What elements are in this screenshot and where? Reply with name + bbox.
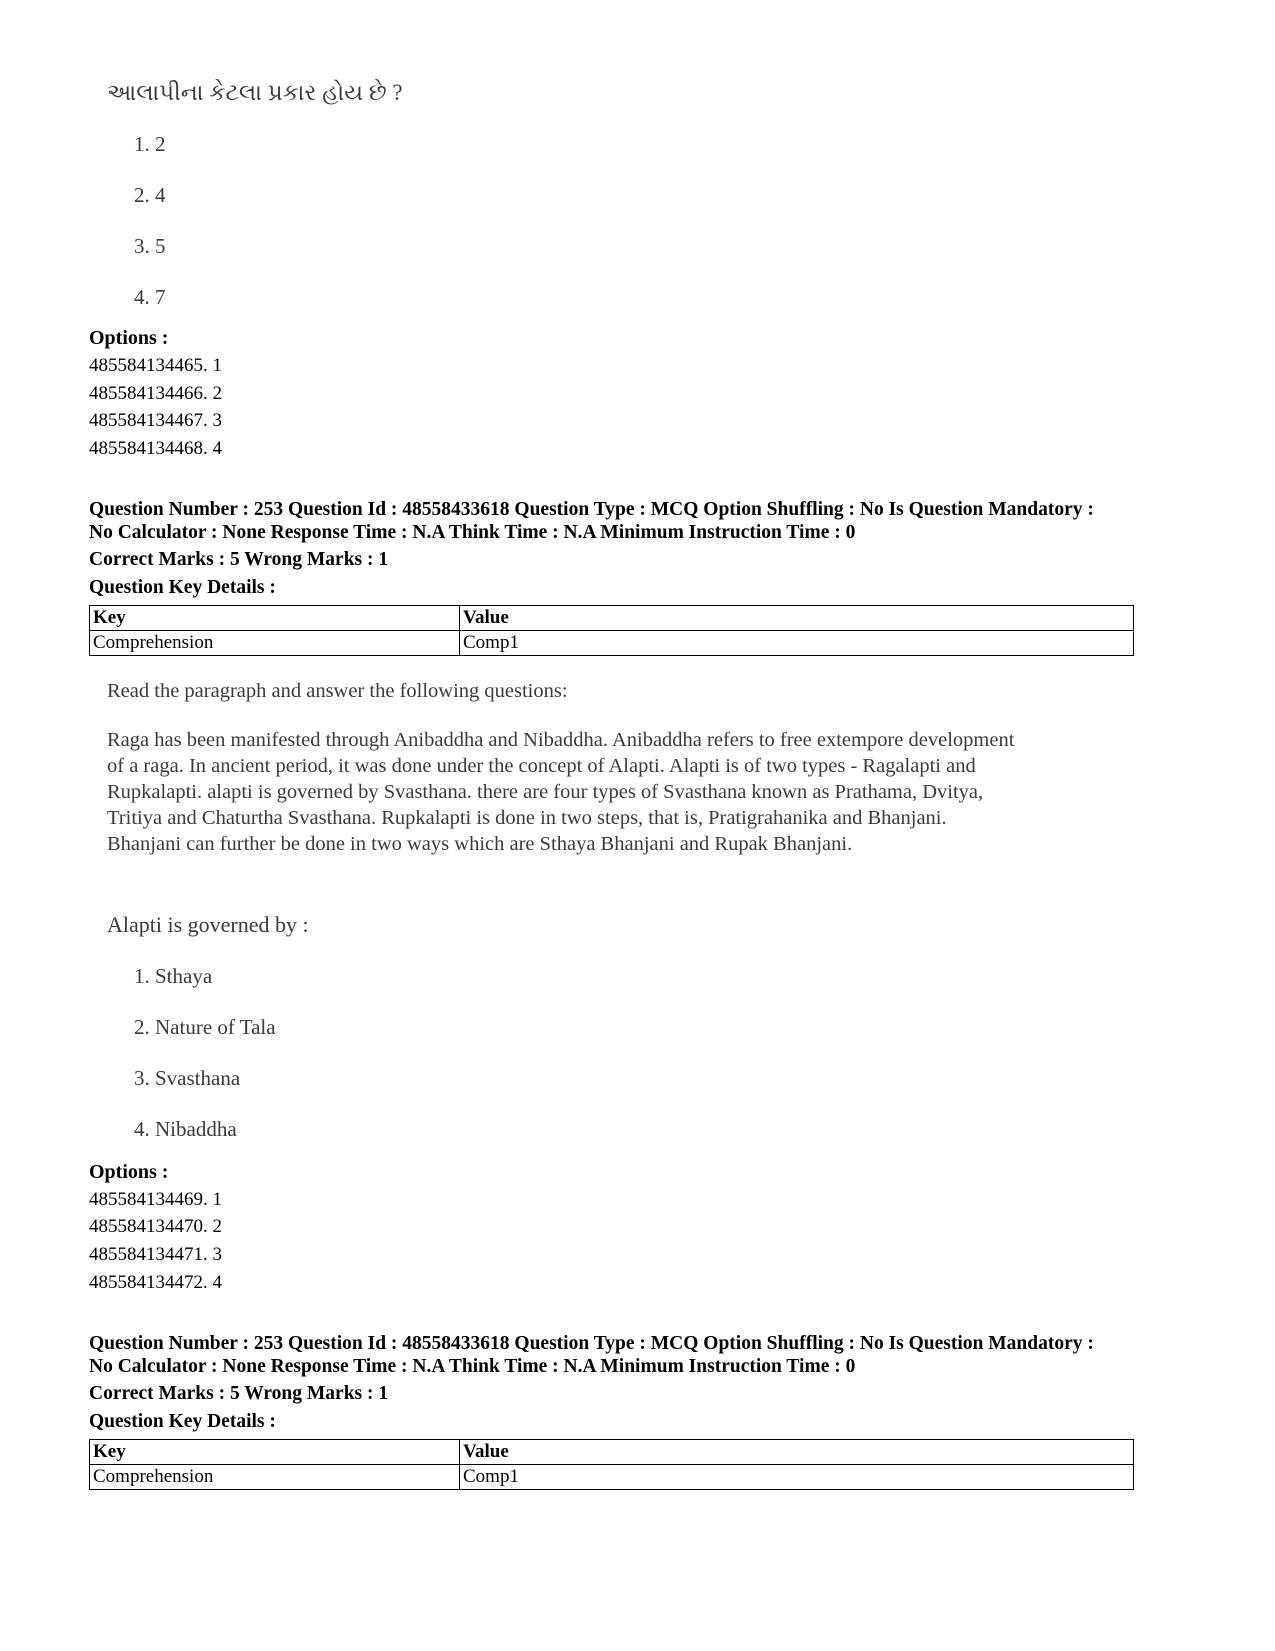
question-meta-2-line-2: No Calculator : None Response Time : N.A Think Time : N.A Minimum Instruction Time : 0 (89, 1356, 856, 1377)
table-row (90, 1465, 1134, 1490)
option-1-item-4: 485584134468. 4 (89, 438, 222, 459)
table-header-key: Key (90, 606, 460, 631)
passage-intro: Read the paragraph and answer the following questions: (107, 680, 568, 702)
table-cell-value: Comp1 (460, 1465, 1134, 1490)
table-cell-key: Comprehension (90, 631, 460, 656)
table-cell-key: Comprehension (90, 1465, 460, 1490)
table-header-row (90, 606, 1134, 631)
question-2-choice-1: 1. Sthaya (134, 964, 213, 988)
option-1-item-1: 485584134465. 1 (89, 355, 222, 376)
passage-line-2: of a raga. In ancient period, it was done under the concept of Alapti. Alapti is of two types - Ragalapti and (107, 755, 976, 777)
question-1-choice-3: 3. 5 (134, 234, 166, 258)
question-meta-2-key-heading: Question Key Details : (89, 1411, 276, 1432)
option-2-item-3: 485584134471. 3 (89, 1244, 222, 1265)
passage-line-3: Rupkalapti. alapti is governed by Svasthana. there are four types of Svasthana known as Prathama, Dvitya, (107, 781, 984, 803)
question-1-choice-4: 4. 7 (134, 285, 166, 309)
question-meta-2-marks: Correct Marks : 5 Wrong Marks : 1 (89, 1383, 389, 1404)
question-2-choice-4: 4. Nibaddha (134, 1117, 237, 1141)
options-2-heading: Options : (89, 1161, 169, 1183)
question-1-choice-2: 2. 4 (134, 183, 166, 207)
question-key-table-2 (89, 1439, 1134, 1490)
table-header-value: Value (460, 1440, 1134, 1465)
table-header-row (90, 1440, 1134, 1465)
question-1-stem: આલાપીના કેટલા પ્રકાર હોય છે ? (107, 80, 403, 105)
passage-body (107, 727, 1117, 857)
question-meta-1-key-heading: Question Key Details : (89, 577, 276, 598)
question-1-choice-1: 1. 2 (134, 132, 166, 156)
option-2-item-4: 485584134472. 4 (89, 1272, 222, 1293)
option-2-item-2: 485584134470. 2 (89, 1216, 222, 1237)
options-1-heading: Options : (89, 327, 169, 349)
question-2-choice-3: 3. Svasthana (134, 1066, 241, 1090)
question-meta-1-line-2: No Calculator : None Response Time : N.A Think Time : N.A Minimum Instruction Time : 0 (89, 522, 856, 543)
table-row (90, 631, 1134, 656)
table-header-value: Value (460, 606, 1134, 631)
question-key-table-1 (89, 605, 1134, 656)
passage-line-5: Bhanjani can further be done in two ways which are Sthaya Bhanjani and Rupak Bhanjani. (107, 833, 853, 855)
question-meta-1-line-1: Question Number : 253 Question Id : 48558433618 Question Type : MCQ Option Shuffling : No Is Question Mandatory : (89, 499, 1094, 520)
option-2-item-1: 485584134469. 1 (89, 1189, 222, 1210)
passage-line-4: Tritiya and Chaturtha Svasthana. Rupkalapti is done in two steps, that is, Pratigrahanika and Bhanjani. (107, 807, 947, 829)
option-1-item-3: 485584134467. 3 (89, 410, 222, 431)
passage-line-1: Raga has been manifested through Anibaddha and Nibaddha. Anibaddha refers to free extempore development (107, 729, 1015, 751)
question-2-choice-2: 2. Nature of Tala (134, 1015, 276, 1039)
option-1-item-2: 485584134466. 2 (89, 383, 222, 404)
table-header-key: Key (90, 1440, 460, 1465)
question-2-stem: Alapti is governed by : (107, 912, 309, 937)
table-cell-value: Comp1 (460, 631, 1134, 656)
question-meta-1-marks: Correct Marks : 5 Wrong Marks : 1 (89, 549, 389, 570)
question-meta-2-line-1: Question Number : 253 Question Id : 48558433618 Question Type : MCQ Option Shuffling : No Is Question Mandatory : (89, 1333, 1094, 1354)
